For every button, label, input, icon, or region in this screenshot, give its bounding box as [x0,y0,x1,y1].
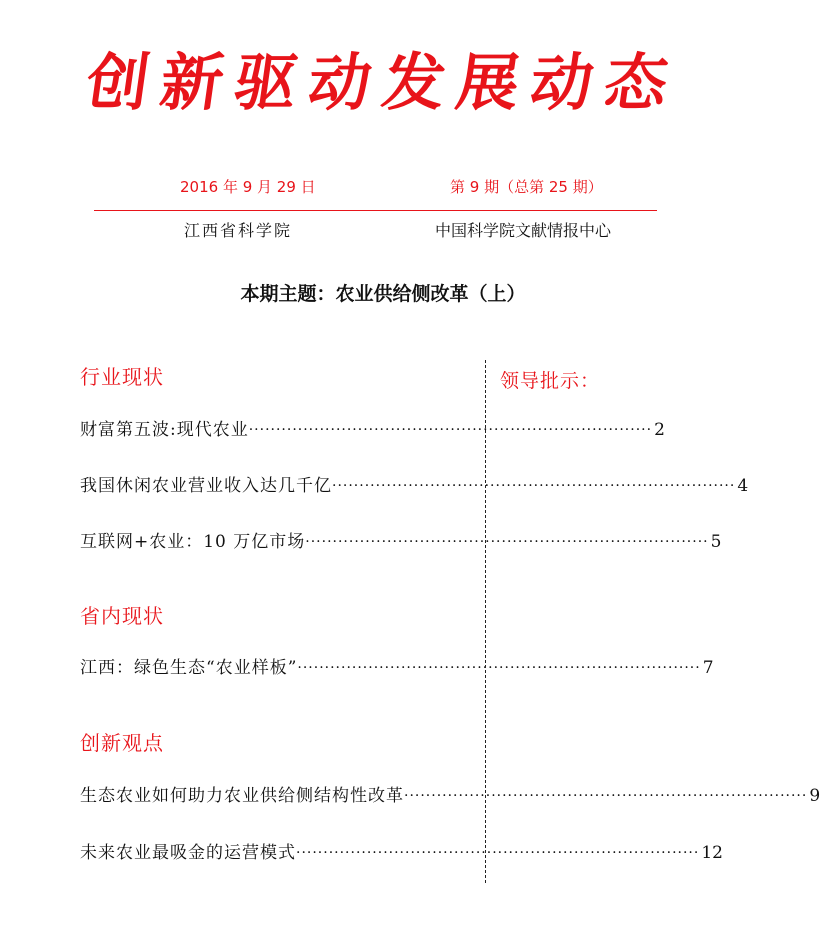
toc-entry-title: 生态农业如何助力农业供给侧结构性改革 [80,786,404,806]
toc-entry-page: 5 [710,532,722,552]
toc-entry-title: 江西：绿色生态“农业样板” [80,658,298,678]
toc-entry-page: 2 [654,420,665,440]
toc-dot-leader: ·········································································· [297,660,701,676]
toc-entry[interactable] [80,840,723,866]
toc-dot-leader: ·········································································· [248,422,653,438]
toc-dot-leader: ·········································································· [332,478,736,494]
toc-entry-title: 我国休闲农业营业收入达几千亿 [80,476,332,496]
toc-entry-page: 7 [702,658,714,678]
leader-instruction-label: 领导批示： [500,370,601,392]
toc-entry[interactable] [80,529,722,555]
toc-entry[interactable] [80,655,714,681]
toc-dot-leader: ·········································································· [305,534,709,550]
toc-entry-title: 财富第五波:现代农业 [80,420,249,440]
issue-topic: 本期主题：农业供给侧改革（上） [240,283,526,305]
toc-entry-title: 互联网+农业：10 万亿市场 [80,532,306,552]
masthead-title: 创新驱动发展动态 [81,46,685,119]
toc-entry[interactable] [80,473,749,499]
toc-entry-page: 12 [701,843,723,863]
header-divider-line [94,210,657,211]
publisher-left: 江西省科学院 [184,221,293,240]
toc-entry-page: 4 [737,476,749,496]
toc-dot-leader: ·········································································· [296,845,700,861]
section-heading-province-status: 省内现状 [80,604,164,628]
issue-date: 2016 年 9 月 29 日 [180,178,316,196]
publisher-right: 中国科学院文献情报中心 [435,221,612,240]
section-heading-innovation-views: 创新观点 [80,731,164,755]
toc-entry-title: 未来农业最吸金的运营模式 [80,843,296,863]
toc-entry[interactable] [80,783,820,809]
issue-number: 第 9 期（总第 25 期） [450,178,603,196]
toc-entry-page: 9 [809,786,820,806]
toc-dot-leader: ·········································································· [404,788,808,804]
toc-entry[interactable] [80,417,665,443]
column-divider [485,360,486,883]
section-heading-industry-status: 行业现状 [80,365,164,389]
